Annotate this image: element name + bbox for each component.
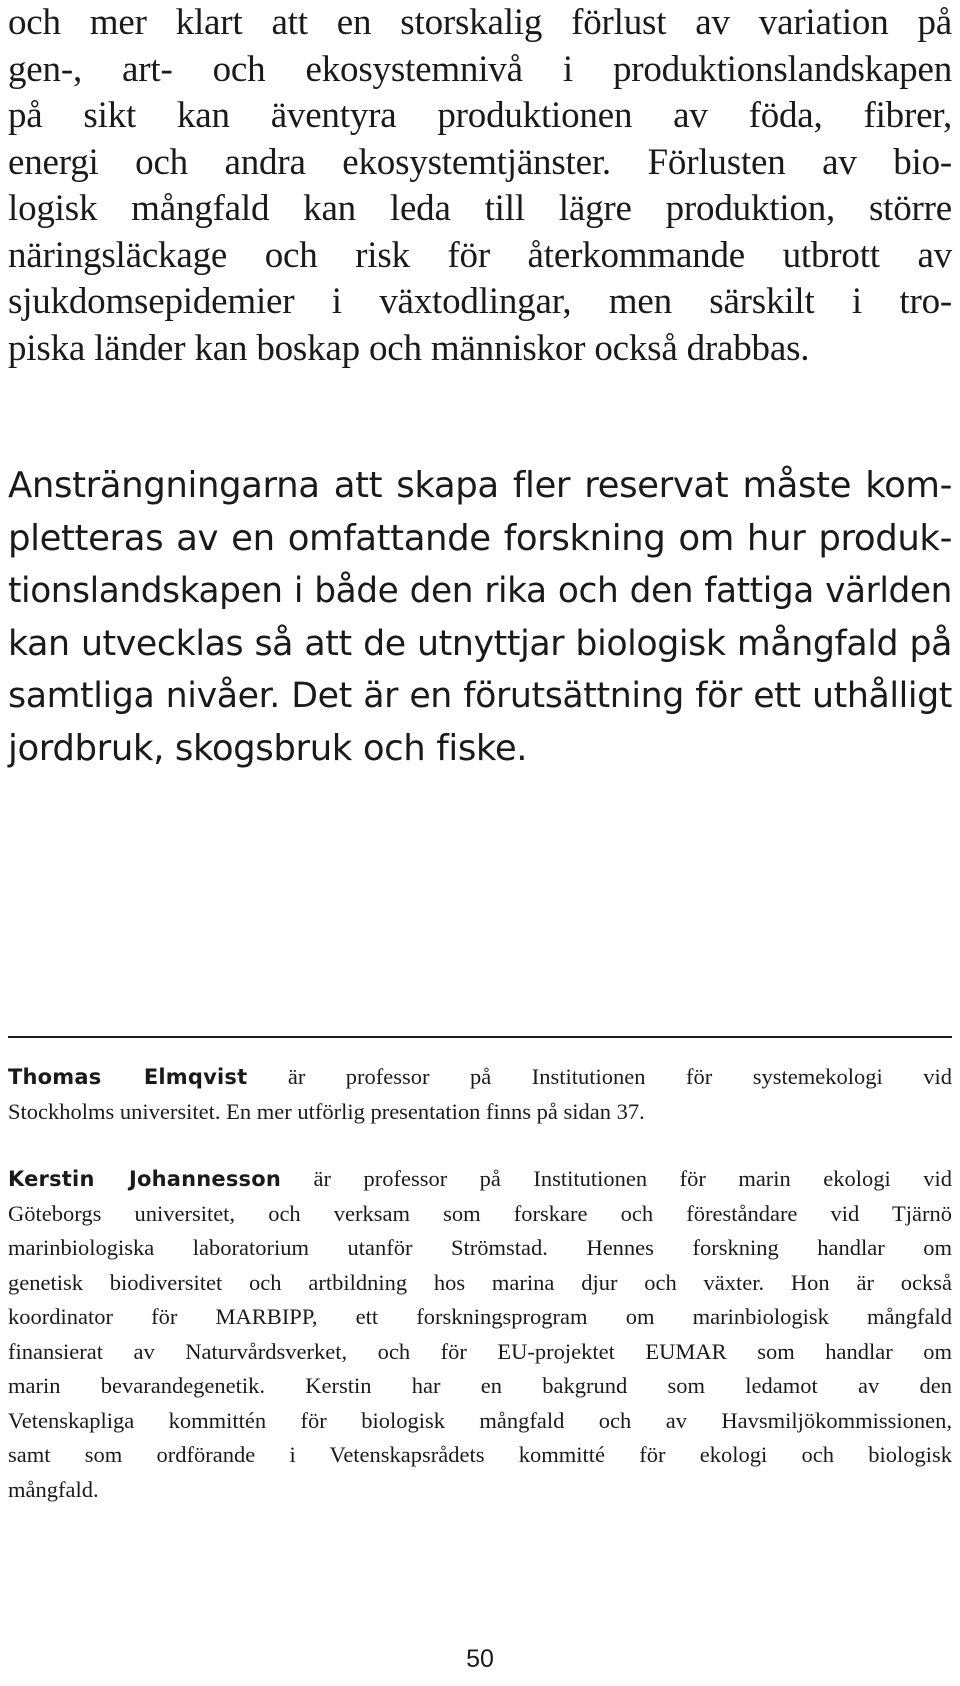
text-line: Ansträngningarna att skapa fler reservat måste kom- [8,465,952,506]
text-line: pletteras av en omfattande forskning om hur produk- [8,517,952,559]
text-line: Göteborgs universitet, och verksam som forskare och föreståndare vid Tjärnö [8,1200,952,1226]
body-paragraph-2 [8,460,952,776]
text-line: samt som ordförande i Vetenskapsrådets kommitté för ekologi och biologisk [8,1442,952,1467]
text-line: Vetenskapliga kommittén för biologisk mångfald och av Havsmiljökommissionen, [8,1407,952,1433]
section-divider [8,1036,952,1038]
text-line: gen-, art- och ekosystemnivå i produktionslandskapen [8,48,952,90]
text-line: sjukdomsepidemier i växtodlingar, men särskilt i tro- [8,281,952,322]
text-line: kan utvecklas så att de utnyttjar biologisk mångfald på [8,623,952,664]
page-number: 50 [466,1645,494,1673]
bio-first-line [8,1060,952,1095]
text-line: och mer klart att en storskalig förlust av variation på [8,2,952,43]
text-line: logisk mångfald kan leda till lägre produktion, större [8,188,952,229]
author-name: Thomas Elmqvist [8,1065,248,1089]
bio-text: är professor på Institutionen för systemekologi vid [247,1064,952,1089]
text-line: koordinator för MARBIPP, ett forskningsprogram om marinbiologisk mångfald [8,1304,952,1329]
text-line: energi och andra ekosystemtjänster. Förlusten av bio- [8,141,952,183]
text-line: på sikt kan äventyra produktionen av föda, fibrer, [8,95,952,136]
text-line: finansierat av Naturvårdsverket, och för EU-projektet EUMAR som handlar om [8,1338,952,1364]
author-name: Kerstin Johannesson [8,1167,282,1191]
bio-text: är professor på Institutionen för marin ekologi vid [281,1166,952,1191]
author-bio-johannesson [8,1162,952,1507]
author-bio-elmqvist [8,1060,952,1129]
text-line: marin bevarandegenetik. Kerstin har en bakgrund som ledamot av den [8,1373,952,1398]
text-line: näringsläckage och risk för återkommande utbrott av [8,234,952,276]
text-line: marinbiologiska laboratorium utanför Strömstad. Hennes forskning handlar om [8,1235,952,1260]
body-paragraph-1 [8,0,952,372]
text-line: genetisk biodiversitet och artbildning hos marina djur och växter. Hon är också [8,1269,952,1295]
text-line: samtliga nivåer. Det är en förutsättning för ett uthålligt [8,676,952,717]
text-line: piska länder kan boskap och människor också drabbas. [8,327,810,369]
text-line: mångfald. [8,1476,99,1502]
bio-first-line [8,1162,952,1197]
text-line: Stockholms universitet. En mer utförlig presentation finns på sidan 37. [8,1098,645,1124]
text-line: jordbruk, skogsbruk och fiske. [8,727,528,769]
text-line: tionslandskapen i både den rika och den fattiga världen [8,571,952,612]
